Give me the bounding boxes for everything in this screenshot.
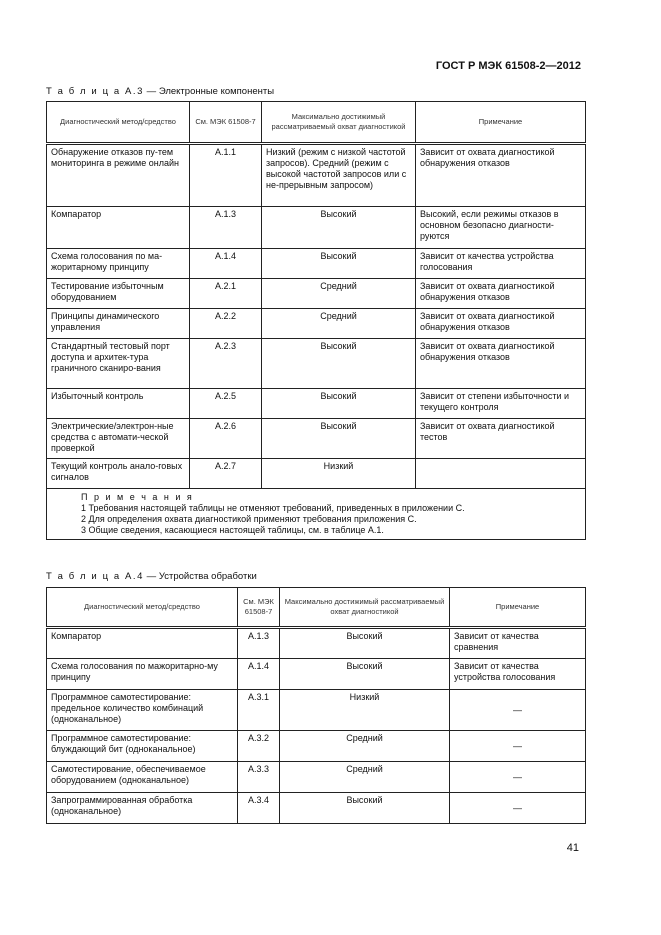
ref-cell: А.2.2 xyxy=(190,309,262,339)
coverage-cell: Высокий xyxy=(262,419,416,459)
table-a3 xyxy=(46,101,586,540)
coverage-cell: Высокий xyxy=(280,659,450,690)
coverage-cell: Средний xyxy=(280,731,450,762)
table-row xyxy=(47,731,586,762)
ref-cell: А.2.3 xyxy=(190,339,262,389)
notes-title: П р и м е ч а н и я xyxy=(81,492,194,502)
note-cell: — xyxy=(450,793,586,824)
ref-cell: А.1.3 xyxy=(190,207,262,249)
table-a3-header-method: Диагностический метод/средство xyxy=(47,102,190,144)
coverage-cell: Низкий xyxy=(262,459,416,489)
table-a3-header-ref: См. МЭК 61508-7 xyxy=(190,102,262,144)
note-cell: Зависит от качества сравнения xyxy=(450,628,586,659)
note-cell: Зависит от степени избыточности и текущего контроля xyxy=(416,389,586,419)
method-cell: Компаратор xyxy=(47,207,190,249)
table-row xyxy=(47,207,586,249)
table-row xyxy=(47,762,586,793)
coverage-cell: Средний xyxy=(280,762,450,793)
ref-cell: А.2.5 xyxy=(190,389,262,419)
method-cell: Электрические/электрон-ные средства с автомати-ческой проверкой xyxy=(47,419,190,459)
method-cell: Самотестирование, обеспечиваемое оборудованием (одноканальное) xyxy=(47,762,238,793)
table-a3-caption-prefix: Т а б л и ц а А.3 xyxy=(46,86,145,97)
ref-cell: А.3.2 xyxy=(238,731,280,762)
table-a4-caption-prefix: Т а б л и ц а А.4 xyxy=(46,571,145,582)
note-item: 3 Общие сведения, касающиеся настоящей таблицы, см. в таблице А.1. xyxy=(81,525,384,535)
table-row xyxy=(47,279,586,309)
note-cell: — xyxy=(450,762,586,793)
note-cell: Высокий, если режимы отказов в основном безопасно диагности-руются xyxy=(416,207,586,249)
note-item: 2 Для определения охвата диагностикой применяют требования приложения С. xyxy=(81,514,417,524)
document-code: ГОСТ Р МЭК 61508-2—2012 xyxy=(435,60,581,72)
note-cell: Зависит от охвата диагностикой обнаружения отказов xyxy=(416,339,586,389)
coverage-cell: Высокий xyxy=(262,207,416,249)
method-cell: Принципы динамического управления xyxy=(47,309,190,339)
method-cell: Схема голосования по мажоритарно-му принципу xyxy=(47,659,238,690)
method-cell: Текущий контроль анало-говых сигналов xyxy=(47,459,190,489)
table-a4-header-note: Примечание xyxy=(450,588,586,628)
table-row xyxy=(47,628,586,659)
note-cell: Зависит от качества устройства голосования xyxy=(416,249,586,279)
ref-cell: А.3.1 xyxy=(238,690,280,731)
table-a4-header-method: Диагностический метод/средство xyxy=(47,588,238,628)
method-cell: Тестирование избыточным оборудованием xyxy=(47,279,190,309)
note-cell: Зависит от охвата диагностикой обнаружения отказов xyxy=(416,309,586,339)
table-row xyxy=(47,249,586,279)
table-row xyxy=(47,144,586,207)
table-a3-header-coverage: Максимально достижимый рассматриваемый охват диагностикой xyxy=(262,102,416,144)
coverage-cell: Низкий xyxy=(280,690,450,731)
method-cell: Стандартный тестовый порт доступа и архитек-тура граничного сканиро-вания xyxy=(47,339,190,389)
method-cell: Избыточный контроль xyxy=(47,389,190,419)
method-cell: Схема голосования по ма-жоритарному принципу xyxy=(47,249,190,279)
page-number: 41 xyxy=(566,842,579,854)
table-row xyxy=(47,389,586,419)
table-row xyxy=(47,459,586,489)
ref-cell: А.3.3 xyxy=(238,762,280,793)
table-row xyxy=(47,339,586,389)
note-cell: Зависит от охвата диагностикой тестов xyxy=(416,419,586,459)
table-a4-caption xyxy=(46,571,257,582)
table-a3-notes xyxy=(47,489,586,540)
method-cell: Программное самотестирование: предельное количество комбинаций (одноканальное) xyxy=(47,690,238,731)
table-row xyxy=(47,690,586,731)
note-cell: Зависит от качества устройства голосования xyxy=(450,659,586,690)
note-cell: — xyxy=(450,690,586,731)
note-cell: — xyxy=(450,731,586,762)
table-row xyxy=(47,659,586,690)
note-cell: Зависит от охвата диагностикой обнаружения отказов xyxy=(416,279,586,309)
ref-cell: А.1.4 xyxy=(190,249,262,279)
table-a4-header-ref: См. МЭК 61508-7 xyxy=(238,588,280,628)
method-cell: Запрограммированная обработка (одноканальное) xyxy=(47,793,238,824)
table-a4 xyxy=(46,587,586,824)
ref-cell: А.1.3 xyxy=(238,628,280,659)
ref-cell: А.1.1 xyxy=(190,144,262,207)
coverage-cell: Высокий xyxy=(280,628,450,659)
note-cell xyxy=(416,459,586,489)
ref-cell: А.2.6 xyxy=(190,419,262,459)
method-cell: Программное самотестирование: блуждающий бит (одноканальное) xyxy=(47,731,238,762)
ref-cell: А.2.7 xyxy=(190,459,262,489)
table-a4-header-coverage: Максимально достижимый рассматриваемый охват диагностикой xyxy=(280,588,450,628)
table-row xyxy=(47,419,586,459)
ref-cell: А.3.4 xyxy=(238,793,280,824)
table-a3-caption xyxy=(46,86,274,97)
ref-cell: А.2.1 xyxy=(190,279,262,309)
method-cell: Компаратор xyxy=(47,628,238,659)
note-cell: Зависит от охвата диагностикой обнаружения отказов xyxy=(416,144,586,207)
coverage-cell: Высокий xyxy=(262,249,416,279)
coverage-cell: Высокий xyxy=(262,339,416,389)
table-a3-notes-row xyxy=(47,489,586,540)
note-item: 1 Требования настоящей таблицы не отменяют требований, приведенных в приложении С. xyxy=(81,503,465,513)
table-a3-header-note: Примечание xyxy=(416,102,586,144)
table-a4-caption-title: — Устройства обработки xyxy=(144,571,257,582)
table-row xyxy=(47,793,586,824)
coverage-cell: Средний xyxy=(262,279,416,309)
coverage-cell: Средний xyxy=(262,309,416,339)
coverage-cell: Низкий (режим с низкой частотой запросов). Средний (режим с высокой частотой запросов или с не-прерывным запросом) xyxy=(262,144,416,207)
table-row xyxy=(47,309,586,339)
coverage-cell: Высокий xyxy=(262,389,416,419)
table-a3-caption-title: — Электронные компоненты xyxy=(144,86,275,97)
ref-cell: А.1.4 xyxy=(238,659,280,690)
method-cell: Обнаружение отказов пу-тем мониторинга в режиме онлайн xyxy=(47,144,190,207)
coverage-cell: Высокий xyxy=(280,793,450,824)
